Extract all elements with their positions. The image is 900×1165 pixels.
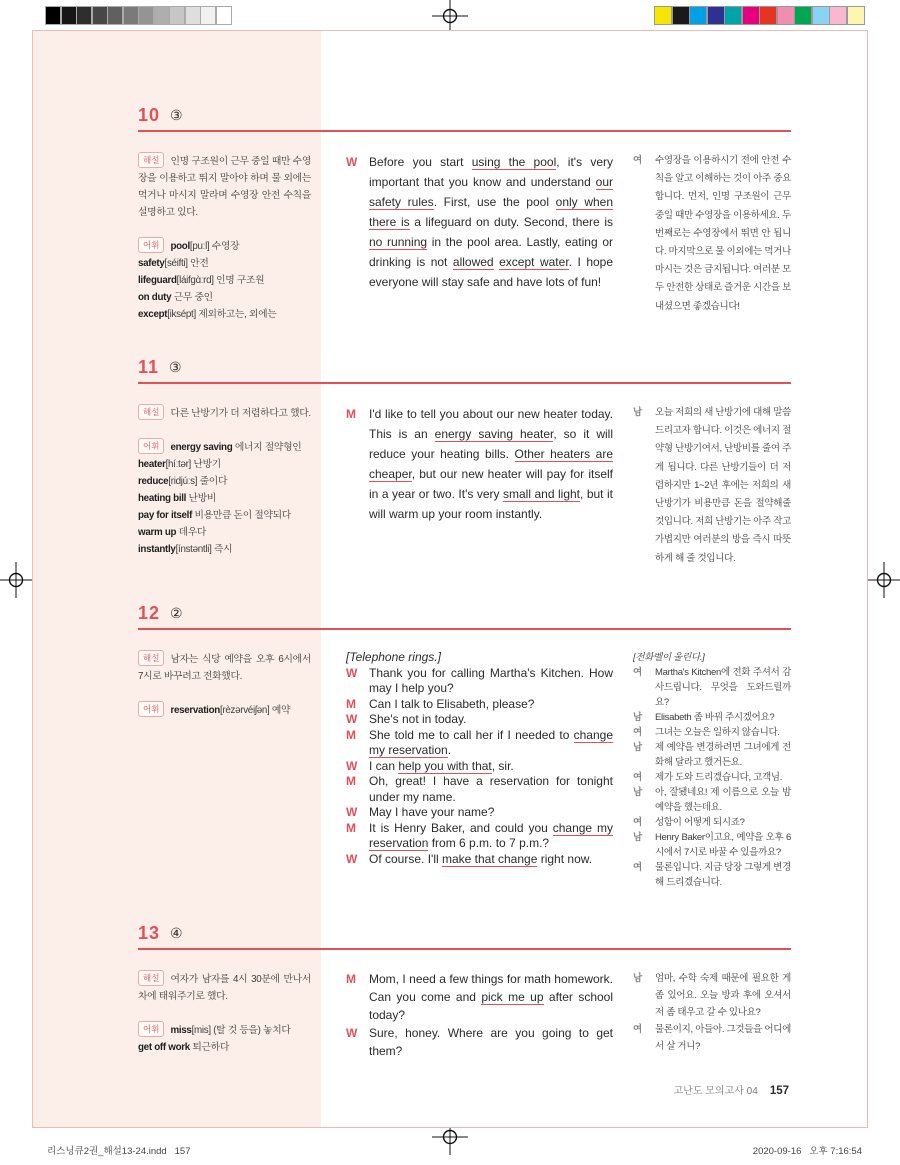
question-number: 13 [138,923,161,943]
vocab-meaning: 난방기 [190,459,221,470]
question-section-12 [138,603,791,890]
vocab-item [138,524,311,541]
vocab-pronunciation: [mis] [191,1025,211,1036]
vocab-word: get off work [138,1042,190,1053]
underlined-phrase: our safety rules [369,175,613,209]
vocab-pronunciation: [rèzərvéiʃən] [219,705,270,716]
speaker-label: 여 [633,1024,642,1035]
vocab-meaning: 즉시 [211,544,233,555]
vocab-meaning: 안전 [187,258,209,269]
text-segment: She told me to call her if I needed to [369,727,574,742]
underlined-phrase: except water [499,255,569,269]
answer-choice: ④ [170,925,183,941]
underlined-phrase: pick me up [481,990,544,1004]
question-number: 10 [138,105,161,125]
grayscale-swatch [107,6,123,25]
explanation-column [138,970,311,1072]
speaker-label: 여 [633,667,642,678]
translation-line [633,650,791,665]
translation-column [633,152,791,339]
translation-column [633,650,791,890]
translation-text: 제가 도와 드리겠습니다, 고객님. [655,772,783,783]
explanation-block [138,404,311,422]
vocab-item [138,1039,311,1056]
vocab-pronunciation: [láifgɑ̀ːrd] [176,275,214,286]
vocab-meaning: 수영장 [209,241,240,252]
translation-text: 아, 잘됐네요! 제 이름으로 오늘 밤 예약을 했는데요. [655,787,791,813]
dialogue-text [369,805,613,821]
explanation-tag: 해설 [138,404,164,420]
text-segment: Of course. I'll [369,851,442,866]
vocab-pronunciation: [iksépt] [167,309,196,320]
grayscale-swatch [169,6,185,25]
vocab-word: heating bill [138,493,187,504]
translation-text: 수영장을 이용하시기 전에 안전 수칙을 알고 이해하는 것이 아주 중요합니다. 먼저, 인명 구조원이 근무 중일 때만 수영장을 이용하세요. 두 번째로는 수영장에서 뛰면 안 됩니다. 마지막으로 물 이외에는 먹거나 마시는 것은 금지됩니다. 여러분 모두 안전한 상태로 즐거운 시간을 보내셨으면 좋겠습니다! [655,155,791,312]
vocab-word: heater [138,459,166,470]
dialogue-line [346,728,613,759]
vocab-meaning: 예약 [269,705,291,716]
vocab-meaning: 퇴근하다 [189,1042,229,1053]
text-segment: in the pool area. Lastly, eating or drinking is not [369,235,613,269]
page-footer [674,1082,790,1097]
question-header [138,357,791,377]
speaker-label: W [346,712,358,726]
vocab-meaning: 제외하고는, 외에는 [195,309,277,320]
vocab-word: energy saving [170,442,233,453]
dialogue-line [346,152,613,292]
registration-mark-top [432,0,468,34]
dialogue-line [346,404,613,524]
explanation-text: 남자는 식당 예약을 오후 6시에서 7시로 바꾸려고 전화했다. [138,654,311,682]
footer-page-number: 157 [769,1085,789,1097]
registration-mark-right [866,562,900,598]
dialogue-column [346,404,613,574]
dialogue-text [369,1024,613,1060]
dialogue-line [346,666,613,697]
underlined-phrase: small and light [503,487,581,501]
speaker-label: W [346,665,358,680]
section-rule [138,382,791,384]
text-segment: , but our new heater will pay for itself in a year or two. It's very [369,467,613,501]
translation-line [633,404,791,568]
translation-column [633,970,791,1072]
translation-line [633,710,791,725]
dialogue-text [369,774,613,805]
grayscale-swatch [45,6,61,25]
speaker-label: W [346,805,358,819]
vocab-meaning: (탈 것 등을) 놓치다 [210,1025,291,1036]
vocab-item [138,507,311,524]
speaker-label: M [346,972,356,986]
vocab-item [138,473,311,490]
vocab-word: safety [138,258,165,269]
vocab-item [138,306,311,323]
text-segment: I can [369,758,399,773]
speaker-label: 남 [633,787,642,798]
dialogue-line [346,852,613,868]
translation-line [633,785,791,815]
underlined-phrase: change my reservation [369,820,613,850]
speaker-label: 여 [633,817,642,828]
dialogue-line [346,774,613,805]
translation-text: 그녀는 오늘은 일하지 않습니다. [655,727,780,738]
text-segment: from 6 p.m. to 7 p.m.? [428,836,550,850]
translation-line [633,770,791,785]
explanation-text: 인명 구조원이 근무 중일 때만 수영장을 이용하고 뛰지 말아야 하며 물 외에는 먹거나 마시지 말라며 수영장 안전 수칙을 설명하고 있다. [138,156,311,218]
vocab-item [138,255,311,272]
dialogue-text [369,712,613,728]
translation-line [633,725,791,740]
vocab-word: instantly [138,544,176,555]
vocab-meaning: 에너지 절약형인 [232,442,302,453]
dialogue-column [346,970,613,1072]
color-swatch [829,6,847,25]
speaker-label: M [346,696,356,711]
speaker-label: 남 [633,712,642,723]
vocab-word: on duty [138,292,172,303]
underlined-phrase: change my reservation [369,727,613,757]
dialogue-text [369,152,613,292]
speaker-label: 여 [633,727,642,738]
speaker-label: W [346,758,358,773]
color-swatch [689,6,707,25]
vocab-block [138,438,311,558]
color-swatch [759,6,777,25]
color-calibration-bar [654,6,864,25]
text-segment: , but it will warm up your room instantly. [369,487,613,521]
vocab-word: miss [170,1025,192,1036]
underlined-phrase: make that change [441,851,538,866]
translation-text: Elisabeth 좀 바꿔 주시겠어요? [655,712,775,723]
vocab-word: pool [170,241,190,252]
grayscale-swatch [76,6,92,25]
section-rule [138,130,791,132]
vocab-item [138,289,311,306]
color-swatch [847,6,865,25]
vocab-pronunciation: [híːtər] [165,459,191,470]
vocab-tag: 어휘 [138,701,164,717]
vocab-meaning: 근무 중인 [171,292,213,303]
vocab-meaning: 데우다 [176,527,207,538]
translation-line [633,860,791,890]
dialogue-line [346,650,613,666]
grayscale-swatch [200,6,216,25]
question-number: 11 [138,357,160,377]
section-rule [138,628,791,630]
grayscale-swatch [154,6,170,25]
underlined-phrase: energy saving heater [434,427,554,441]
vocab-block [138,701,311,719]
question-section-10 [138,105,791,339]
dialogue-line [346,970,613,1024]
color-swatch [777,6,795,25]
translation-text: 제 예약을 변경하려면 그녀에게 전화해 달라고 했거든요. [655,742,791,768]
translation-line [633,830,791,860]
translation-text: Martha's Kitchen에 전화 주셔서 감사드립니다. 무엇을 도와드릴까요? [655,667,791,708]
translation-text: [전화벨이 울린다.] [633,652,705,663]
translation-line [633,970,791,1021]
explanation-column [138,404,311,574]
dialogue-text [369,821,613,852]
vocab-meaning: 난방비 [186,493,217,504]
text-segment: She's not in today. [369,712,467,726]
section-body [138,152,791,339]
grayscale-swatch [123,6,139,25]
speaker-label: 여 [633,862,642,873]
vocab-word: warm up [138,527,177,538]
translation-line [633,815,791,830]
question-section-13 [138,923,791,1072]
color-swatch [812,6,830,25]
explanation-text: 다른 난방기가 더 저렴하다고 했다. [170,408,311,419]
vocab-word: reservation [170,705,220,716]
dialogue-line [346,712,613,728]
vocab-pronunciation: [puːl] [189,241,210,252]
explanation-block [138,650,311,685]
underlined-phrase: only when there is [369,195,614,229]
vocab-item [138,272,311,289]
text-segment: right now. [537,851,593,866]
grayscale-swatch [185,6,201,25]
text-segment: Can I talk to Elisabeth, please? [369,696,535,711]
dialogue-text [369,852,613,868]
page-sheet [32,30,868,1128]
color-swatch [707,6,725,25]
question-section-11 [138,357,791,574]
text-segment: I'd like to tell you about our new heater today. This is an [369,407,613,441]
vocab-item [170,442,301,453]
section-body [138,650,791,890]
color-swatch [672,6,690,25]
underlined-phrase: using the pool [471,155,557,169]
color-swatch [742,6,760,25]
speaker-label: M [346,820,356,835]
translation-text: 물론입니다. 지금 당장 그렇게 변경해 드리겠습니다. [655,862,791,888]
text-segment: Oh, great! I have a reservation for tonight under my name. [369,774,613,804]
dialogue-text [346,650,613,666]
vocab-item [170,705,290,716]
dialogue-text [369,697,613,713]
translation-line [633,665,791,710]
text-segment: May I have your name? [369,805,495,819]
underlined-phrase: Other heaters are cheaper [369,447,613,481]
translation-line [633,152,791,316]
text-segment: , so it will reduce your heating bills. [369,427,613,461]
vocab-item [138,541,311,558]
translation-text: 성함이 어떻게 되시죠? [655,817,745,828]
explanation-tag: 해설 [138,152,164,168]
text-segment: . [447,743,452,757]
color-swatch [724,6,742,25]
footer-label: 고난도 모의고사 04 [673,1086,758,1097]
vocab-word: lifeguard [138,275,177,286]
explanation-block [138,970,311,1005]
explanation-tag: 해설 [138,970,164,986]
text-segment: Before you start [369,155,472,169]
underlined-phrase: allowed [452,255,494,269]
translation-text: Henry Baker이고요, 예약을 오후 6시에서 7시로 바꿀 수 있을까요? [655,832,791,858]
text-segment: Thank you for calling Martha's Kitchen. How may I help you? [369,665,613,695]
speaker-label: 남 [633,832,642,843]
vocab-block [138,1021,311,1056]
text-segment: , it's very important that you know and understand [369,155,613,189]
translation-text: 엄마, 수학 숙제 때문에 필요한 게 좀 있어요. 오늘 방과 후에 오셔서 저 좀 태우고 갈 수 있나요? [655,973,791,1018]
explanation-tag: 해설 [138,650,164,666]
dialogue-column [346,650,613,890]
speaker-label: W [346,155,358,169]
print-file-info: 리스닝큐2권_해설13-24.indd 157 [47,1146,191,1157]
section-body [138,404,791,574]
speaker-label: M [346,774,356,788]
text-segment: It is Henry Baker, and could you [369,820,553,835]
speaker-label: 남 [633,742,642,753]
dialogue-line [346,805,613,821]
underlined-phrase: no running [369,235,428,249]
dialogue-text [369,759,613,775]
question-header [138,105,791,125]
text-segment: Mom, I need a few things for math homework. Can you come and [369,972,613,1004]
explanation-block [138,152,311,221]
dialogue-line [346,1024,613,1060]
translation-line [633,1021,791,1055]
dialogue-text [369,404,613,524]
speaker-label: 남 [633,973,642,984]
answer-choice: ③ [170,107,183,123]
text-segment: , sir. [491,758,514,773]
explanation-column [138,152,311,339]
dialogue-line [346,759,613,775]
speaker-label: 여 [633,772,642,783]
answer-choice: ③ [169,359,182,375]
dialogue-text [369,970,613,1024]
vocab-item [138,456,311,473]
translation-text: 물론이지, 아들아. 그것들을 어디에서 살 거니? [655,1024,791,1052]
section-rule [138,948,791,950]
vocab-block [138,237,311,323]
color-swatch [794,6,812,25]
text-segment: Sure, honey. Where are you going to get them? [369,1026,613,1058]
speaker-label: M [346,407,356,421]
speaker-label: 여 [633,155,642,166]
text-segment: . I hope everyone will stay safe and have lots of fun! [369,255,614,289]
text-segment: [Telephone rings.] [346,650,441,664]
vocab-pronunciation: [ínstəntli] [175,544,212,555]
text-segment: . First, use the pool [433,195,556,209]
speaker-label: W [346,851,358,866]
translation-text: 오늘 저희의 새 난방기에 대해 말씀드리고자 합니다. 이것은 에너지 절약형 난방기여서, 난방비를 줄여 주게 됩니다. 다른 난방기들이 더 저렴하지만 1~2년 후에는 저희의 새 난방기가 비용만큼 돈을 절약해줄 것입니다. 저희 난방기는 아주 작고 가볍지만 여러분의 방을 즉시 따뜻하게 해 줄 것입니다. [655,407,791,564]
vocab-tag: 어휘 [138,1021,164,1037]
translation-line [633,740,791,770]
grayscale-swatch [138,6,154,25]
translation-column [633,404,791,574]
dialogue-line [346,697,613,713]
print-timestamp: 2020-09-16 오후 7:16:54 [752,1146,862,1157]
vocab-item [170,1025,290,1036]
section-body [138,970,791,1072]
vocab-meaning: 비용만큼 돈이 절약되다 [192,510,291,521]
dialogue-column [346,152,613,339]
color-swatch [654,6,672,25]
vocab-item [170,241,239,252]
dialogue-text [369,728,613,759]
question-number: 12 [138,603,161,623]
vocab-word: reduce [138,476,169,487]
dialogue-line [346,821,613,852]
explanation-text: 여자가 남자를 4시 30분에 만나서 차에 태워주기로 했다. [138,974,311,1002]
registration-mark-left [0,562,34,598]
vocab-pronunciation: [ridjúːs] [168,476,198,487]
dialogue-text [369,666,613,697]
question-header [138,603,791,623]
vocab-item [138,490,311,507]
text-segment: after school today? [369,990,613,1022]
vocab-tag: 어휘 [138,237,164,253]
explanation-column [138,650,311,890]
vocab-tag: 어휘 [138,438,164,454]
text-segment: a lifeguard on duty. Second, there is [409,215,613,229]
underlined-phrase: help you with that [398,758,492,773]
vocab-word: except [138,309,168,320]
speaker-label: 남 [633,407,642,418]
vocab-word: pay for itself [138,510,193,521]
vocab-pronunciation: [séifti] [164,258,188,269]
vocab-meaning: 인명 구조원 [213,275,265,286]
grayscale-swatch [92,6,108,25]
speaker-label: W [346,1026,358,1040]
speaker-label: M [346,727,356,742]
grayscale-swatch [61,6,77,25]
answer-choice: ② [170,605,183,621]
grayscale-calibration-bar [45,6,231,25]
question-header [138,923,791,943]
vocab-meaning: 줄이다 [197,476,228,487]
grayscale-swatch [216,6,232,25]
